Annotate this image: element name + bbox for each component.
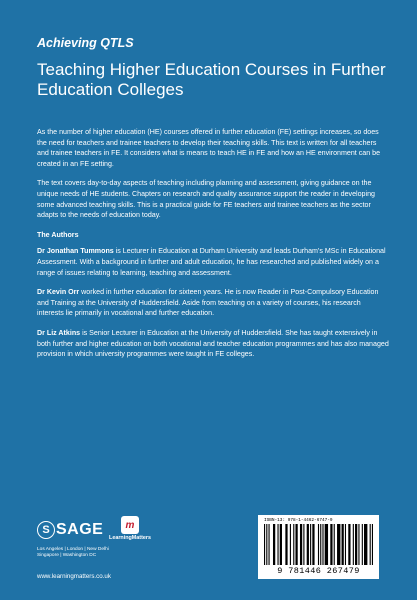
isbn-label: ISBN-13: 978-1-4462-6747-9: [264, 518, 333, 523]
barcode-bar: [268, 524, 269, 565]
barcode-bar: [290, 524, 291, 565]
publisher-cities: Los Angeles | London | New Delhi Singapore | Washington DC: [37, 547, 109, 559]
author-text: worked in further education for sixteen years. He is now Reader in Post-Compulsory Education and Training at the University of Huddersfield. Aside from teaching on a variety of courses, his research interests lie primarily in vocational and further education.: [37, 288, 379, 318]
barcode-bar: [337, 524, 340, 565]
barcode-digits: 9 781446 267479: [277, 566, 360, 576]
sage-s-icon: S: [37, 521, 55, 539]
book-title: Teaching Higher Education Courses in Further Education Colleges: [37, 60, 386, 99]
sage-wordmark: SAGE: [56, 521, 104, 538]
barcode-bar: [348, 524, 350, 565]
barcode-bar: [273, 524, 275, 565]
barcode-bar: [370, 524, 371, 565]
barcode-bar: [320, 524, 321, 565]
barcode-bar: [342, 524, 344, 565]
blurb-paragraph-2: The text covers day-to-day aspects of teaching including planning and assessment, giving guidance on the unique needs of HE students. Chapters on research and quality assurance support the reader in developing some advanced teaching skills. This is a practical guide for FE teachers and trainee teachers as the sector adapts to the needs of education today.: [37, 179, 375, 220]
learning-matters-logo: [108, 516, 152, 541]
sage-logo: [37, 521, 103, 539]
barcode-bar: [322, 524, 323, 565]
barcode-bar: [372, 524, 373, 565]
author-name: Dr Kevin Orr: [37, 288, 80, 297]
barcode-bar: [362, 524, 363, 565]
author-text: is Lecturer in Education at Durham University and leads Durham's MSc in Educational Assessment. With a background in further and adult education, he has researched and published widely on a range of issues relating to learning, teaching and assessment.: [37, 247, 386, 277]
author-bio-atkins: [37, 328, 389, 360]
barcode-bar: [364, 524, 367, 565]
barcode-bar: [266, 524, 267, 565]
barcode-bar: [325, 524, 328, 565]
barcode-bar: [264, 524, 265, 565]
barcode: [258, 515, 379, 579]
barcode-bar: [334, 524, 335, 565]
barcode-bar: [280, 524, 282, 565]
barcode-bar: [345, 524, 346, 565]
barcode-bar: [307, 524, 309, 565]
learning-matters-icon: m: [121, 516, 139, 534]
barcode-bar: [353, 524, 354, 565]
barcode-bar: [312, 524, 314, 565]
publisher-url: www.learningmatters.co.uk: [37, 573, 111, 580]
author-bio-orr: [37, 287, 389, 319]
barcode-bar: [295, 524, 297, 565]
blurb-paragraph-1: As the number of higher education (HE) courses offered in further education (FE) settings increases, so does the need for teachers and trainee teachers to develop their teaching skills. This text is written for all teachers and trainee teachers in FE. It considers what is means to teach HE in FE and how an HE environment can be created in an FE setting.: [37, 128, 381, 168]
barcode-bar: [310, 524, 311, 565]
author-bio-tummons: [37, 246, 389, 278]
barcode-bar: [355, 524, 357, 565]
barcode-bar: [330, 524, 332, 565]
barcode-bar: [318, 524, 319, 565]
barcode-bar: [358, 524, 359, 565]
barcode-bar: [277, 524, 278, 565]
author-text: is Senior Lecturer in Education at the University of Huddersfield. She has taught extensively in both further and higher education on both vocational and teacher education programmes and has also managed provision in which university programmes were taught in FE colleges.: [37, 328, 389, 359]
series-title: Achieving QTLS: [37, 36, 134, 50]
blurb: [37, 127, 389, 369]
authors-heading: The Authors: [37, 230, 79, 239]
barcode-bar: [300, 524, 302, 565]
barcode-bar: [303, 524, 304, 565]
author-name: Dr Liz Atkins: [37, 328, 81, 337]
barcode-bar: [293, 524, 294, 565]
barcode-bar: [285, 524, 287, 565]
learning-matters-wordmark: LearningMatters: [109, 535, 151, 541]
author-name: Dr Jonathan Tummons: [37, 247, 114, 256]
barcode-bars: [264, 524, 373, 565]
